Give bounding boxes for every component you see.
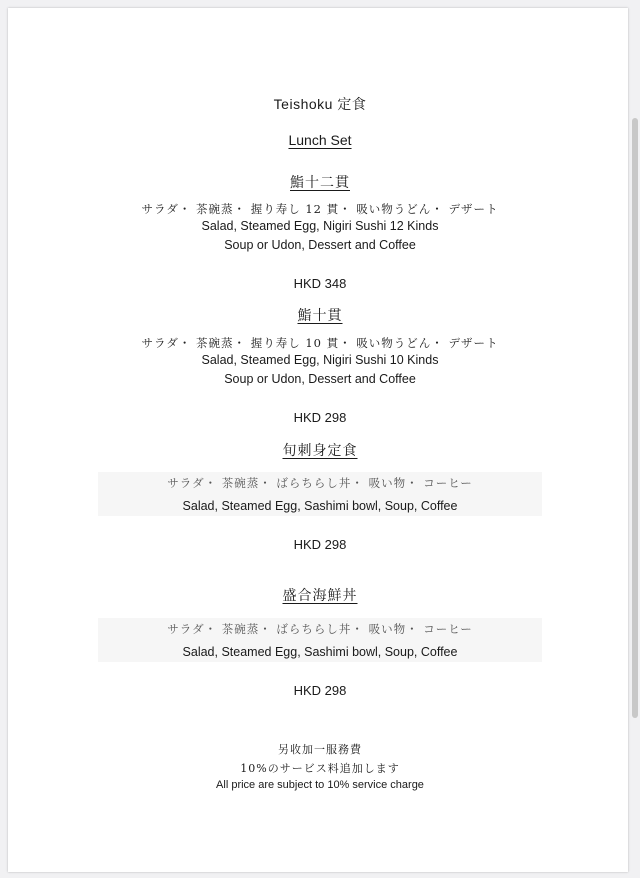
set-price: HKD 298 [293, 537, 347, 552]
set-name: 鮨十貫 [297, 308, 343, 324]
set-en-line: Salad, Steamed Egg, Nigiri Sushi 10 Kinds [201, 353, 439, 367]
set-name: 盛合海鮮丼 [282, 588, 358, 604]
set-en-line: Salad, Steamed Egg, Nigiri Sushi 12 Kinds [201, 219, 439, 233]
set-en-line: Salad, Steamed Egg, Sashimi bowl, Soup, Coffee [182, 499, 458, 513]
set-jp-items: サラダ・ 茶碗蒸・ ばらちらし丼・ 吸い物・ コーヒー [167, 622, 473, 636]
set-price: HKD 298 [293, 683, 347, 698]
menu-title: Teishoku 定食 [273, 96, 367, 112]
set-price: HKD 298 [293, 410, 347, 425]
set-en-line: Soup or Udon, Dessert and Coffee [224, 238, 416, 252]
set-name: 旬刺身定食 [282, 443, 358, 459]
set-en-line: Salad, Steamed Egg, Sashimi bowl, Soup, Coffee [182, 645, 458, 659]
set-jp-items: サラダ・ 茶碗蒸・ 握り寿し 10 貫・ 吸い物うどん・ デザート [141, 336, 499, 350]
set-name: 鮨十二貫 [290, 175, 350, 191]
service-charge-note-jp: 10%のサービス料追加します [240, 762, 400, 775]
service-charge-note-en: All price are subject to 10% service charge [216, 779, 424, 791]
set-en-line: Soup or Udon, Dessert and Coffee [224, 372, 416, 386]
set-price: HKD 348 [293, 276, 347, 291]
service-charge-note-zh: 另收加一服務費 [278, 743, 362, 756]
set-jp-items: サラダ・ 茶碗蒸・ ばらちらし丼・ 吸い物・ コーヒー [167, 476, 473, 490]
set-jp-items: サラダ・ 茶碗蒸・ 握り寿し 12 貫・ 吸い物うどん・ デザート [141, 202, 499, 216]
menu-subtitle: Lunch Set [288, 132, 352, 148]
